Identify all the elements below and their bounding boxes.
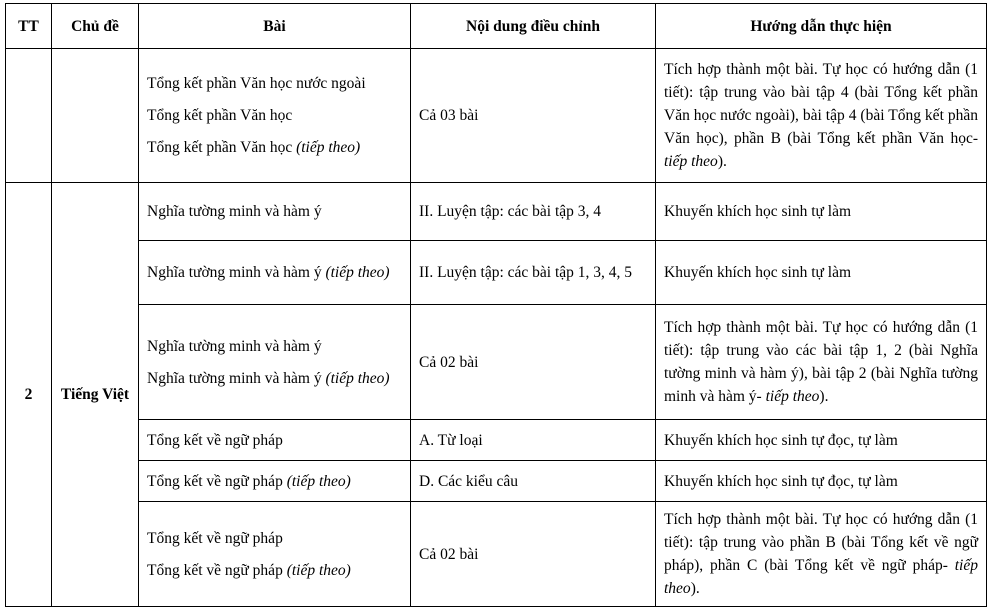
header-tt: TT [6,4,52,49]
lesson-line: Tổng kết phần Văn học [147,107,293,124]
guide-cell: Tích hợp thành một bài. Tự học có hướng dẫn (1 tiết): tập trung vào phần B (bài Tổng kết về ngữ pháp), phần C (bài Tổng kết về ngữ pháp- tiếp theo). [656,502,987,607]
table-row [6,183,987,241]
content-cell: Cả 02 bài [411,502,656,607]
header-topic: Chủ đề [52,4,139,49]
lesson-cell: Nghĩa tường minh và hàm ý (tiếp theo) [139,241,411,305]
content-cell: A. Từ loại [411,420,656,461]
lesson-cell [139,49,411,183]
guide-cell: Tích hợp thành một bài. Tự học có hướng dẫn (1 tiết): tập trung vào bài tập 4 (bài Tổng kết phần Văn học nước ngoài), bài tập 4 (bài Tổng kết phần Văn học), phần B (bài Tổng kết phần Văn học- tiếp theo). [656,49,987,183]
header-guide: Hướng dẫn thực hiện [656,4,987,49]
lesson-line: Tổng kết phần Văn học (tiếp theo) [147,139,361,156]
table-row [6,241,987,305]
content-cell: II. Luyện tập: các bài tập 1, 3, 4, 5 [411,241,656,305]
lesson-cell [139,502,411,607]
lesson-line: Nghĩa tường minh và hàm ý (tiếp theo) [147,369,390,387]
table-row [6,49,987,183]
lesson-cell: Nghĩa tường minh và hàm ý [139,183,411,241]
header-lesson: Bài [139,4,411,49]
lesson-line: Nghĩa tường minh và hàm ý [147,337,322,355]
lesson-cell: Tổng kết về ngữ pháp [139,420,411,461]
table-row [6,420,987,461]
header-content: Nội dung điều chỉnh [411,4,656,49]
tt-cell [6,49,52,183]
lesson-cell [139,305,411,420]
table-row [6,461,987,502]
header-row [6,4,987,49]
table-row [6,502,987,607]
table-row [6,305,987,420]
lesson-line: Tổng kết về ngữ pháp [147,529,283,547]
lesson-line: Tổng kết phần Văn học nước ngoài [147,75,366,92]
topic-cell [52,49,139,183]
content-cell: Cả 02 bài [411,305,656,420]
adjustment-table [5,3,987,607]
guide-cell: Khuyến khích học sinh tự làm [656,241,987,305]
guide-cell: Khuyến khích học sinh tự đọc, tự làm [656,461,987,502]
content-cell: D. Các kiểu câu [411,461,656,502]
guide-cell: Khuyến khích học sinh tự làm [656,183,987,241]
content-cell: Cả 03 bài [411,49,656,183]
content-cell: II. Luyện tập: các bài tập 3, 4 [411,183,656,241]
group-tt: 2 [6,183,52,607]
guide-cell: Tích hợp thành một bài. Tự học có hướng dẫn (1 tiết): tập trung vào các bài tập 1, 2 (bài Nghĩa tường minh và hàm ý), bài tập 2 (bài Nghĩa tường minh và hàm ý- tiếp theo). [656,305,987,420]
guide-cell: Khuyến khích học sinh tự đọc, tự làm [656,420,987,461]
lesson-line: Tổng kết về ngữ pháp (tiếp theo) [147,561,351,579]
group-topic: Tiếng Việt [52,183,139,607]
lesson-cell: Tổng kết về ngữ pháp (tiếp theo) [139,461,411,502]
